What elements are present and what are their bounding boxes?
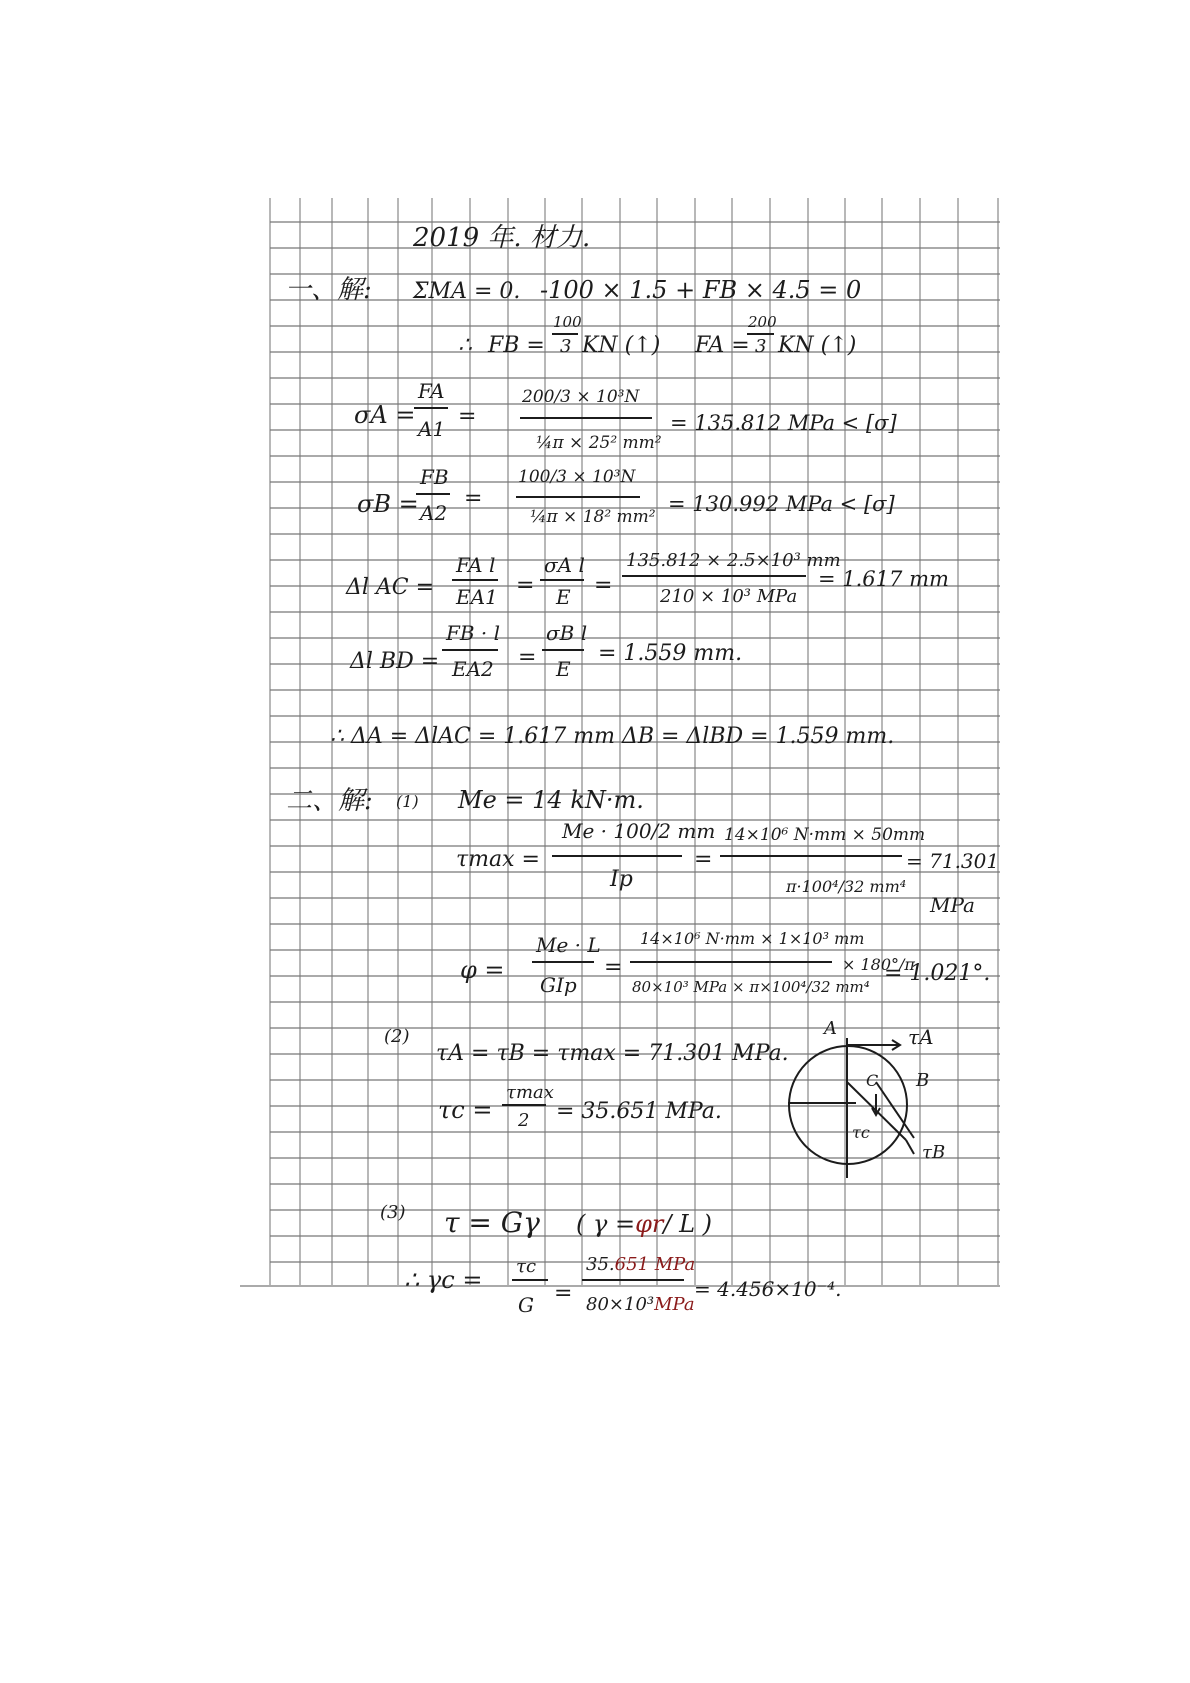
dl-bd-result: = 1.559 mm. xyxy=(598,641,743,666)
svg-text:=: = xyxy=(458,404,477,429)
gamma-c-result: = 4.456×10⁻⁴. xyxy=(694,1277,842,1301)
gamma-c-den-red: MPa xyxy=(654,1294,695,1315)
sigma-b-frac-num: FB xyxy=(420,465,449,489)
svg-text:80×10³MPa xyxy=(586,1294,695,1315)
part2-label: (2) xyxy=(384,1026,410,1047)
sigma-a-lhs: σA = xyxy=(354,401,416,429)
dl-ac-result: = 1.617 mm xyxy=(818,567,949,591)
tau-unit: MPa xyxy=(930,893,975,917)
gamma-def-close: / L ) xyxy=(663,1210,713,1238)
equilibrium-eq: ΣMA = 0. xyxy=(413,279,521,304)
sigma-a-den: ¼π × 25² mm² xyxy=(536,433,662,453)
label-c: C xyxy=(866,1071,879,1090)
tau-max-lhs: τmax = xyxy=(456,847,540,872)
sigma-b-lhs: σB = xyxy=(357,490,419,518)
fb-den: 3 xyxy=(560,336,572,357)
dl-ac-f2-num: σA l xyxy=(544,553,585,577)
tau-b-arrow xyxy=(906,1140,914,1154)
dl-ac-den: 210 × 10³ MPa xyxy=(660,586,798,607)
sigma-b-den: ¼π × 18² mm² xyxy=(530,507,656,527)
tau-result: = 71.301 xyxy=(906,849,1000,873)
dl-ac-f1-den: EA1 xyxy=(456,585,498,609)
dl-bd-f1-num: FB · l xyxy=(446,621,501,645)
tau-c-result: = 35.651 MPa. xyxy=(556,1099,722,1124)
hooke-law: τ = Gγ xyxy=(444,1206,540,1239)
gamma-c-lhs: ∴ γc = xyxy=(404,1266,483,1294)
part1-label: (1) xyxy=(396,792,419,811)
phi-num: 14×10⁶ N·mm × 1×10³ mm xyxy=(640,929,865,948)
label-tau-b: τB xyxy=(922,1142,946,1163)
dl-ac-f1-num: FA l xyxy=(456,553,496,577)
tau-den2: π·100⁴/32 mm⁴ xyxy=(786,877,907,896)
sigma-b-result: = 130.992 MPa < [σ] xyxy=(668,492,895,516)
tau-ab-eq: τA = τB = τmax = 71.301 MPa. xyxy=(436,1041,789,1066)
sigma-b-frac-den: A2 xyxy=(420,501,448,525)
svg-text:=: = xyxy=(516,573,535,598)
tau-c-frac-num: τmax xyxy=(506,1082,554,1103)
gamma-def-red: φr xyxy=(635,1210,664,1238)
svg-text:=: = xyxy=(554,1281,573,1306)
fa-lhs: FA = xyxy=(695,333,750,358)
sigma-a-frac-den: A1 xyxy=(418,417,446,441)
sigma-a-frac-num: FA xyxy=(418,379,445,403)
dl-bd-lhs: Δl BD = xyxy=(350,649,440,674)
dl-bd-f2-den: E xyxy=(556,657,571,681)
tau-num: Me · 100/2 mm xyxy=(562,819,716,843)
phi-frac-den: GIp xyxy=(540,973,577,997)
problem2-header: 二、解: xyxy=(286,786,373,816)
gamma-c-frac-den: G xyxy=(518,1293,534,1317)
dl-ac-f2-den: E xyxy=(556,585,571,609)
fb-lhs: FB = xyxy=(488,333,545,358)
sigma-a-num: 200/3 × 10³N xyxy=(522,387,640,407)
therefore-sign: ∴ xyxy=(458,333,472,358)
gamma-c-num-red: 651 MPa xyxy=(614,1254,696,1275)
phi-frac-num: Me · L xyxy=(536,933,601,957)
displacement-conclusion: ∴ ΔA = ΔlAC = 1.617 mm ΔB = ΔlBD = 1.559 mm. xyxy=(330,724,895,749)
svg-text:( γ =φr/ L ) xyxy=(576,1210,712,1238)
dl-bd-f2-num: σB l xyxy=(546,621,588,645)
phi-den: 80×10³ MPa × π×100⁴/32 mm⁴ xyxy=(632,978,870,996)
tau-den: Ip xyxy=(610,867,633,892)
svg-text:35.651 MPa xyxy=(586,1254,695,1275)
dl-ac-num: 135.812 × 2.5×10³ mm xyxy=(626,550,841,571)
label-b: B xyxy=(916,1070,930,1091)
gamma-c-num-black: 35. xyxy=(586,1254,615,1275)
fb-num: 100 xyxy=(553,313,582,331)
tau-c-frac-den: 2 xyxy=(518,1110,530,1131)
svg-text:=: = xyxy=(604,955,623,980)
label-tau-a: τA xyxy=(908,1025,934,1049)
phi-factor: × 180°/π xyxy=(842,955,915,974)
fa-den: 3 xyxy=(755,336,767,357)
dl-bd-f1-den: EA2 xyxy=(452,657,494,681)
fa-num: 200 xyxy=(748,313,777,331)
svg-text:=: = xyxy=(518,645,537,670)
phi-result: = 1.021°. xyxy=(884,961,991,986)
phi-lhs: φ = xyxy=(460,956,505,984)
label-a: A xyxy=(824,1018,837,1039)
fa-unit: KN (↑) xyxy=(778,333,857,358)
shear-stress-diagram xyxy=(788,1018,945,1178)
svg-text:=: = xyxy=(464,486,483,511)
gamma-c-frac-num: τc xyxy=(516,1256,537,1277)
label-tau-c: τc xyxy=(852,1123,870,1142)
svg-text:=: = xyxy=(694,847,713,872)
svg-text:=: = xyxy=(594,573,613,598)
me-value: Me = 14 kN·m. xyxy=(458,786,644,814)
page-title: 2019 年. 材力. xyxy=(413,223,591,253)
sigma-b-num: 100/3 × 10³N xyxy=(518,467,636,487)
gamma-c-den-black: 80×10³ xyxy=(586,1294,655,1315)
moment-eq: -100 × 1.5 + FB × 4.5 = 0 xyxy=(540,276,862,304)
problem1-header: 一、解: xyxy=(285,275,372,305)
tau-num2: 14×10⁶ N·mm × 50mm xyxy=(724,825,926,845)
gamma-def-open: ( γ = xyxy=(576,1210,636,1238)
dl-ac-lhs: Δl AC = xyxy=(346,575,435,600)
fb-unit: KN (↑) xyxy=(582,333,661,358)
sigma-a-result: = 135.812 MPa < [σ] xyxy=(670,411,897,435)
tau-c-lhs: τc = xyxy=(438,1096,493,1124)
part3-label: (3) xyxy=(380,1202,406,1223)
